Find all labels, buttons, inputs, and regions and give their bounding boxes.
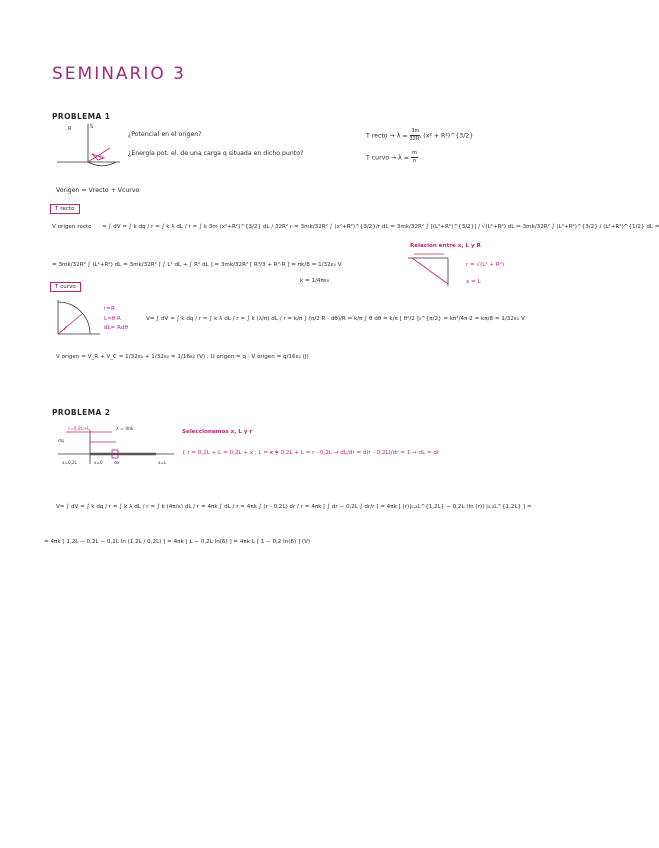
t-curvo-box: T curvo bbox=[50, 282, 81, 292]
seleccion-note: Seleccionamos x, L y r bbox=[182, 429, 253, 435]
equation-line-5: V= ∫ dV = ∫ k dq / r = ∫ k λ dL / r = ∫ k (4π/x) dL / r = 4πk ∫ dL / r = 4πk ∫ (r - 0,2L) dr / r = 4πk [ ∫ dr − 0,2L ∫ dr/r ] = 4πk [ (r)|₀,₂L^{1,2L} − 0,2L (ln (r)) |₀,₂L^{1,2L} ] = bbox=[56, 504, 532, 510]
t-curvo-definition: T curvo → λ = $\frac{m}{n}$ bbox=[366, 150, 417, 164]
diagram-label-dx: dx bbox=[114, 461, 120, 466]
equation-line-4: V origen = V_R + V_C = 1/32ε₀ + 1/32ε₀ = 1/16ε₀ (V) ; U origen = q · V origen = q/16ε₀ (J) bbox=[56, 354, 309, 360]
diagram-label-r: r=0,2L+L bbox=[68, 427, 90, 432]
sistema-eq: { r = 0,2L + L = 0,2L + x ; L = x } bbox=[182, 450, 279, 456]
relacion-eq-2: x = L bbox=[466, 279, 481, 285]
equation-line-6: = 4πk [ 1,2L − 0,2L − 0,2L ln (1,2L / 0,2L) ] = 4πk [ L − 0,2L ln(6) ] = 4πk L [ 1 − 0,2 ln(6) ] (V) bbox=[44, 539, 311, 545]
problem-2-heading: PROBLEMA 2 bbox=[52, 408, 111, 417]
v-origen-sum: Vorigen = Vrecto + Vcurvo bbox=[56, 187, 140, 194]
problem-1-diagram bbox=[52, 118, 122, 166]
question-2: ¿Energía pot. el. de una carga q situada en dicho punto? bbox=[128, 150, 304, 157]
diagram-label-r2: R bbox=[100, 156, 104, 161]
diagram-label-lambda: λ = 4πk bbox=[116, 427, 134, 432]
k-definition: k = 1/4πε₀ bbox=[300, 278, 330, 284]
problem-1-heading: PROBLEMA 1 bbox=[52, 112, 111, 121]
relacion-diagram bbox=[404, 250, 470, 290]
problem-2-diagram bbox=[56, 420, 176, 466]
diagram-label-dq: dq bbox=[58, 439, 64, 444]
equation-line-1: = ∫ dV = ∫ k dq / r = ∫ k λ dL / r = ∫ k 3m (x²+R²)^{3/2} dL / 32R² r = 3mk/32R² ∫ (x²+R²)^{3/2}/r dL = 3mk/32R² ∫ [(L²+R²)^{3/2}] / √(L²+R²) dL = 3mk/32R² ∫ (L²+R²)^{3/2} / (L²+R²)^{1/2} dL = bbox=[102, 224, 659, 230]
equation-line-2: = 3mk/32R² ∫ (L²+R²) dL = 3mk/32R² [ ∫ L² dL + ∫ R² dL ] = 3mk/32R² [ R³/3 + R²·R ] = πk/8 = 1/32ε₀ V bbox=[52, 262, 342, 268]
curvo-note-1: r=R bbox=[104, 306, 115, 312]
diagram-label-r: R bbox=[68, 126, 72, 132]
derivada-eq: r = 0,2L + L = r - 0,2L → dL/dr = d(r - 0,2L)/dr = 1 → dL = dr bbox=[270, 450, 440, 456]
question-1: ¿Potencial en el origen? bbox=[128, 131, 202, 138]
relacion-eq-1: r = √(L² + R²) bbox=[466, 262, 505, 268]
diagram-label-xl: x=L bbox=[158, 460, 167, 465]
v-origen-recto-label: V origen recto bbox=[52, 224, 92, 230]
relacion-title: Relación entre x, L y R bbox=[410, 243, 481, 249]
curvo-note-2: L=θ·R bbox=[104, 316, 121, 322]
t-recto-definition: T recto → λ = $\frac{3m}{\text{32R²}}$ (x² + R²)^{3/2} bbox=[366, 128, 474, 142]
equation-line-3: V= ∫ dV = ∫ k dq / r = ∫ k λ dL / r = ∫ k (λ/π) dL / r = k/π ∫ (π/2 R · dθ)/R = k/π ∫ θ dθ = k/π [ θ²/2 ]₀^{π/2} = kπ²/4π·2 = kπ/8 = 1/32ε₀ V bbox=[146, 316, 525, 322]
curvo-note-3: dL= Rdθ bbox=[104, 325, 128, 331]
t-recto-box: T recto bbox=[50, 204, 80, 214]
diagram-label-x0: x=0 bbox=[94, 460, 103, 465]
diagram-label-x02l: x=0,2L bbox=[62, 460, 77, 465]
t-curvo-diagram bbox=[54, 296, 104, 338]
diagram-label-s: S bbox=[90, 124, 94, 130]
page-title: SEMINARIO 3 bbox=[52, 64, 186, 84]
